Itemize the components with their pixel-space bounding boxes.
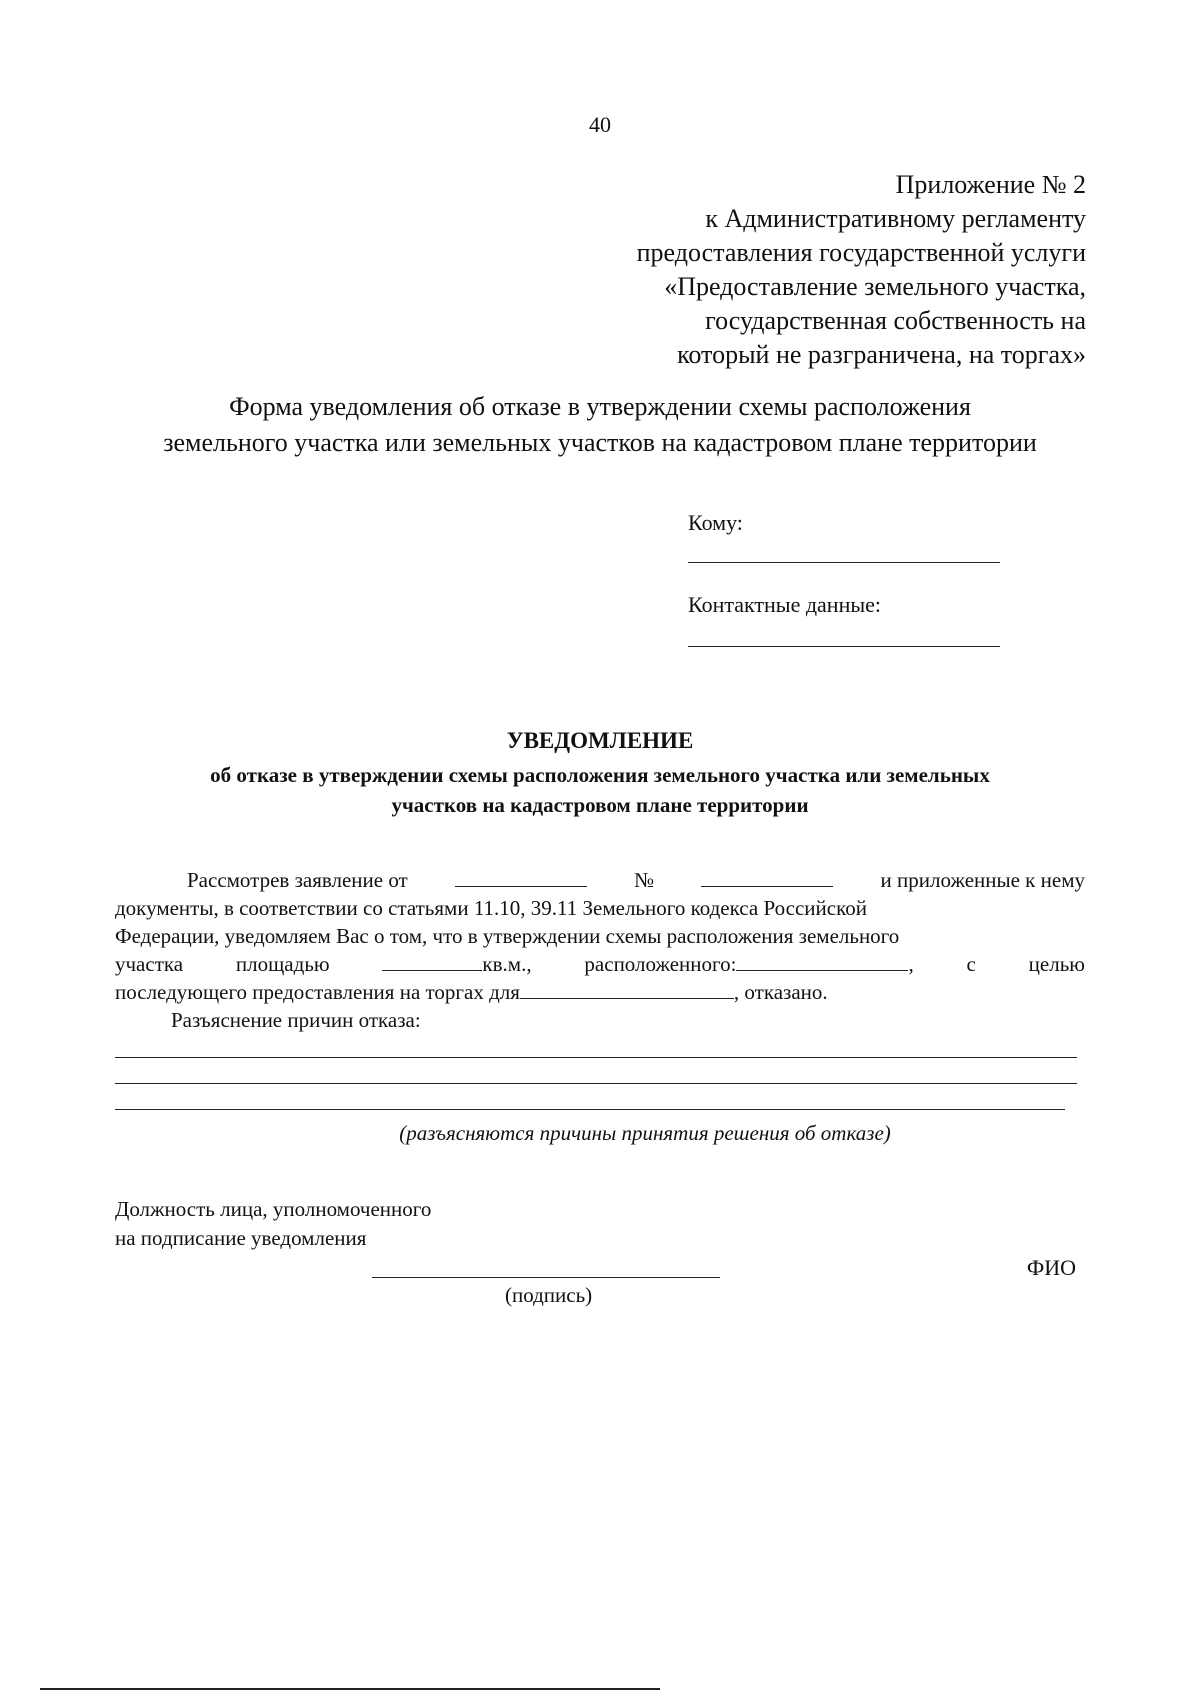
appendix-line: предоставления государственной услуги	[636, 238, 1086, 267]
location-blank[interactable]	[736, 950, 908, 971]
contacts-label: Контактные данные:	[688, 592, 881, 617]
body-line-4	[115, 950, 1085, 978]
body-line-6	[115, 1006, 1085, 1034]
signatory-position	[115, 1195, 431, 1253]
body-text: участка	[115, 952, 184, 976]
body-text: документы, в соответствии со статьями 11.10, 39.11 Земельного кодекса Российской	[115, 896, 867, 920]
notice-subtitle	[140, 760, 1060, 820]
appendix-line: Приложение № 2	[895, 170, 1086, 199]
reason-line-1[interactable]	[115, 1057, 1077, 1058]
signatory-position-line: Должность лица, уполномоченного	[115, 1197, 432, 1221]
body-text: и приложенные к нему	[880, 868, 1085, 892]
body-line-5	[115, 978, 1085, 1006]
body-text: с	[966, 952, 976, 976]
body-text: Рассмотрев заявление от	[187, 868, 408, 892]
to-field-line[interactable]	[688, 562, 1000, 563]
contacts-field-line[interactable]	[688, 646, 1000, 647]
signature-line[interactable]	[372, 1277, 720, 1278]
number-sign: №	[634, 868, 655, 892]
notice-subtitle-line: участков на кадастровом плане территории	[391, 793, 809, 817]
notice-subtitle-line: об отказе в утверждении схемы расположения земельного участка или земельных	[210, 763, 990, 787]
body-text: площадью	[235, 952, 330, 976]
body-text: последующего предоставления на торгах для	[115, 980, 520, 1004]
body-text: Федерации, уведомляем Вас о том, что в утверждении схемы расположения земельного	[115, 924, 900, 948]
form-title-line: Форма уведомления об отказе в утверждении схемы расположения	[229, 392, 971, 421]
body-text: кв.м.,	[482, 952, 532, 976]
page-number: 40	[589, 112, 611, 137]
body-text: , отказано.	[733, 980, 828, 1004]
fio-label: ФИО	[1026, 1255, 1076, 1280]
appendix-line: который не разграничена, на торгах»	[677, 340, 1086, 369]
application-date-blank[interactable]	[455, 866, 587, 887]
reasons-label: Разъяснение причин отказа:	[171, 1008, 421, 1032]
notice-body	[115, 866, 1085, 1034]
body-text: расположенного:	[584, 952, 737, 976]
reason-line-2[interactable]	[115, 1083, 1077, 1084]
body-line-1	[115, 866, 1085, 894]
bottom-edge-line	[40, 1688, 660, 1690]
notice-title: УВЕДОМЛЕНИЕ	[506, 728, 694, 753]
form-title-line: земельного участка или земельных участков на кадастровом плане территории	[163, 428, 1037, 457]
appendix-header	[637, 168, 1086, 372]
signatory-position-line: на подписание уведомления	[115, 1226, 367, 1250]
reason-line-3[interactable]	[115, 1109, 1065, 1110]
appendix-line: к Административному регламенту	[705, 204, 1086, 233]
appendix-line: государственная собственность на	[705, 306, 1086, 335]
application-number-blank[interactable]	[701, 866, 833, 887]
body-text: ,	[908, 952, 914, 976]
purpose-blank[interactable]	[520, 978, 734, 999]
area-blank[interactable]	[382, 950, 482, 971]
body-line-2	[115, 894, 1085, 922]
body-text: целью	[1028, 952, 1085, 976]
explanation-caption: (разъясняются причины принятия решения об отказе)	[399, 1121, 891, 1145]
body-line-3	[115, 922, 1085, 950]
to-label: Кому:	[688, 510, 743, 535]
appendix-line: «Предоставление земельного участка,	[664, 272, 1086, 301]
form-title	[60, 389, 1140, 461]
signature-caption: (подпись)	[505, 1283, 593, 1307]
